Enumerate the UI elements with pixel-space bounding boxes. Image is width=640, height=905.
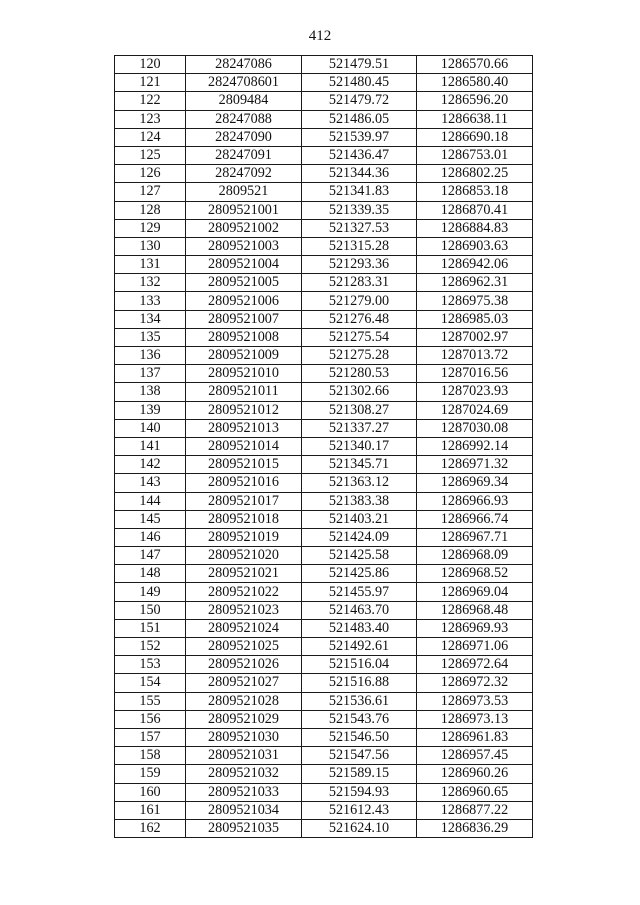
- point-number-cell: 124: [115, 128, 186, 146]
- point-id-cell: 2809521011: [186, 383, 302, 401]
- y-coordinate-cell: 1286972.64: [417, 656, 533, 674]
- table-row: [115, 437, 533, 455]
- table-row: [115, 819, 533, 837]
- x-coordinate-cell: 521293.36: [302, 256, 417, 274]
- point-number-cell: 131: [115, 256, 186, 274]
- table-row: [115, 310, 533, 328]
- table-row: [115, 292, 533, 310]
- point-id-cell: 2809521006: [186, 292, 302, 310]
- point-number-cell: 126: [115, 165, 186, 183]
- point-number-cell: 139: [115, 401, 186, 419]
- point-id-cell: 2809521002: [186, 219, 302, 237]
- x-coordinate-cell: 521308.27: [302, 401, 417, 419]
- point-id-cell: 28247090: [186, 128, 302, 146]
- y-coordinate-cell: 1286580.40: [417, 74, 533, 92]
- point-number-cell: 153: [115, 656, 186, 674]
- y-coordinate-cell: 1286836.29: [417, 819, 533, 837]
- y-coordinate-cell: 1287002.97: [417, 328, 533, 346]
- x-coordinate-cell: 521479.51: [302, 56, 417, 74]
- point-number-cell: 144: [115, 492, 186, 510]
- x-coordinate-cell: 521425.58: [302, 547, 417, 565]
- point-id-cell: 2809521014: [186, 437, 302, 455]
- point-id-cell: 2809521034: [186, 801, 302, 819]
- x-coordinate-cell: 521315.28: [302, 237, 417, 255]
- point-id-cell: 2809521029: [186, 710, 302, 728]
- point-id-cell: 2824708601: [186, 74, 302, 92]
- y-coordinate-cell: 1287016.56: [417, 365, 533, 383]
- point-id-cell: 2809521013: [186, 419, 302, 437]
- x-coordinate-cell: 521424.09: [302, 528, 417, 546]
- table-row: [115, 146, 533, 164]
- y-coordinate-cell: 1287030.08: [417, 419, 533, 437]
- y-coordinate-cell: 1286957.45: [417, 747, 533, 765]
- point-id-cell: 2809521: [186, 183, 302, 201]
- x-coordinate-cell: 521283.31: [302, 274, 417, 292]
- x-coordinate-cell: 521345.71: [302, 456, 417, 474]
- table-row: [115, 783, 533, 801]
- table-row: [115, 401, 533, 419]
- point-id-cell: 2809521032: [186, 765, 302, 783]
- point-number-cell: 149: [115, 583, 186, 601]
- x-coordinate-cell: 521589.15: [302, 765, 417, 783]
- x-coordinate-cell: 521340.17: [302, 437, 417, 455]
- x-coordinate-cell: 521479.72: [302, 92, 417, 110]
- x-coordinate-cell: 521341.83: [302, 183, 417, 201]
- x-coordinate-cell: 521536.61: [302, 692, 417, 710]
- table-row: [115, 456, 533, 474]
- point-number-cell: 151: [115, 619, 186, 637]
- x-coordinate-cell: 521547.56: [302, 747, 417, 765]
- table-row: [115, 74, 533, 92]
- point-number-cell: 137: [115, 365, 186, 383]
- y-coordinate-cell: 1286753.01: [417, 146, 533, 164]
- point-number-cell: 133: [115, 292, 186, 310]
- point-number-cell: 145: [115, 510, 186, 528]
- y-coordinate-cell: 1286973.13: [417, 710, 533, 728]
- point-number-cell: 147: [115, 547, 186, 565]
- point-id-cell: 2809521033: [186, 783, 302, 801]
- point-id-cell: 2809521012: [186, 401, 302, 419]
- y-coordinate-cell: 1286971.06: [417, 638, 533, 656]
- point-number-cell: 130: [115, 237, 186, 255]
- point-number-cell: 125: [115, 146, 186, 164]
- x-coordinate-cell: 521337.27: [302, 419, 417, 437]
- x-coordinate-cell: 521275.28: [302, 347, 417, 365]
- table-row: [115, 565, 533, 583]
- y-coordinate-cell: 1286903.63: [417, 237, 533, 255]
- x-coordinate-cell: 521403.21: [302, 510, 417, 528]
- table-row: [115, 56, 533, 74]
- y-coordinate-cell: 1286960.26: [417, 765, 533, 783]
- y-coordinate-cell: 1286969.04: [417, 583, 533, 601]
- point-id-cell: 2809521004: [186, 256, 302, 274]
- y-coordinate-cell: 1287023.93: [417, 383, 533, 401]
- point-number-cell: 155: [115, 692, 186, 710]
- x-coordinate-cell: 521425.86: [302, 565, 417, 583]
- point-number-cell: 140: [115, 419, 186, 437]
- point-id-cell: 2809521027: [186, 674, 302, 692]
- table-row: [115, 601, 533, 619]
- point-number-cell: 158: [115, 747, 186, 765]
- point-number-cell: 154: [115, 674, 186, 692]
- point-number-cell: 152: [115, 638, 186, 656]
- table-row: [115, 692, 533, 710]
- x-coordinate-cell: 521327.53: [302, 219, 417, 237]
- point-number-cell: 132: [115, 274, 186, 292]
- y-coordinate-cell: 1286690.18: [417, 128, 533, 146]
- table-row: [115, 547, 533, 565]
- x-coordinate-cell: 521275.54: [302, 328, 417, 346]
- y-coordinate-cell: 1286802.25: [417, 165, 533, 183]
- point-number-cell: 146: [115, 528, 186, 546]
- x-coordinate-cell: 521463.70: [302, 601, 417, 619]
- table-row: [115, 583, 533, 601]
- x-coordinate-cell: 521279.00: [302, 292, 417, 310]
- y-coordinate-cell: 1286985.03: [417, 310, 533, 328]
- table-row: [115, 638, 533, 656]
- point-number-cell: 142: [115, 456, 186, 474]
- x-coordinate-cell: 521480.45: [302, 74, 417, 92]
- point-id-cell: 2809521035: [186, 819, 302, 837]
- point-number-cell: 141: [115, 437, 186, 455]
- table-row: [115, 274, 533, 292]
- table-row: [115, 801, 533, 819]
- coordinates-table: [114, 55, 533, 838]
- y-coordinate-cell: 1286877.22: [417, 801, 533, 819]
- x-coordinate-cell: 521546.50: [302, 728, 417, 746]
- y-coordinate-cell: 1286969.34: [417, 474, 533, 492]
- y-coordinate-cell: 1286973.53: [417, 692, 533, 710]
- point-number-cell: 135: [115, 328, 186, 346]
- table-row: [115, 256, 533, 274]
- y-coordinate-cell: 1287013.72: [417, 347, 533, 365]
- point-id-cell: 2809521022: [186, 583, 302, 601]
- point-id-cell: 2809521024: [186, 619, 302, 637]
- point-id-cell: 2809521018: [186, 510, 302, 528]
- point-id-cell: 2809521001: [186, 201, 302, 219]
- point-id-cell: 2809521020: [186, 547, 302, 565]
- table-row: [115, 347, 533, 365]
- y-coordinate-cell: 1286870.41: [417, 201, 533, 219]
- point-id-cell: 2809521016: [186, 474, 302, 492]
- table-row: [115, 510, 533, 528]
- point-number-cell: 123: [115, 110, 186, 128]
- y-coordinate-cell: 1286969.93: [417, 619, 533, 637]
- y-coordinate-cell: 1286966.93: [417, 492, 533, 510]
- point-id-cell: 2809521028: [186, 692, 302, 710]
- point-number-cell: 121: [115, 74, 186, 92]
- table-row: [115, 328, 533, 346]
- y-coordinate-cell: 1286971.32: [417, 456, 533, 474]
- point-number-cell: 148: [115, 565, 186, 583]
- point-id-cell: 2809521007: [186, 310, 302, 328]
- table-row: [115, 528, 533, 546]
- point-number-cell: 161: [115, 801, 186, 819]
- y-coordinate-cell: 1287024.69: [417, 401, 533, 419]
- point-number-cell: 160: [115, 783, 186, 801]
- table-row: [115, 656, 533, 674]
- point-number-cell: 143: [115, 474, 186, 492]
- point-number-cell: 136: [115, 347, 186, 365]
- x-coordinate-cell: 521455.97: [302, 583, 417, 601]
- table-row: [115, 92, 533, 110]
- point-id-cell: 2809484: [186, 92, 302, 110]
- y-coordinate-cell: 1286884.83: [417, 219, 533, 237]
- y-coordinate-cell: 1286960.65: [417, 783, 533, 801]
- x-coordinate-cell: 521302.66: [302, 383, 417, 401]
- y-coordinate-cell: 1286968.52: [417, 565, 533, 583]
- table-row: [115, 492, 533, 510]
- table-row: [115, 419, 533, 437]
- table-row: [115, 619, 533, 637]
- point-number-cell: 150: [115, 601, 186, 619]
- table-row: [115, 201, 533, 219]
- point-number-cell: 129: [115, 219, 186, 237]
- point-id-cell: 2809521010: [186, 365, 302, 383]
- point-id-cell: 2809521017: [186, 492, 302, 510]
- point-id-cell: 28247086: [186, 56, 302, 74]
- point-id-cell: 2809521008: [186, 328, 302, 346]
- y-coordinate-cell: 1286596.20: [417, 92, 533, 110]
- point-id-cell: 2809521009: [186, 347, 302, 365]
- y-coordinate-cell: 1286967.71: [417, 528, 533, 546]
- point-id-cell: 2809521019: [186, 528, 302, 546]
- x-coordinate-cell: 521483.40: [302, 619, 417, 637]
- point-id-cell: 2809521005: [186, 274, 302, 292]
- x-coordinate-cell: 521276.48: [302, 310, 417, 328]
- y-coordinate-cell: 1286962.31: [417, 274, 533, 292]
- point-id-cell: 28247092: [186, 165, 302, 183]
- table-row: [115, 219, 533, 237]
- x-coordinate-cell: 521363.12: [302, 474, 417, 492]
- table-row: [115, 183, 533, 201]
- point-id-cell: 2809521003: [186, 237, 302, 255]
- table-row: [115, 237, 533, 255]
- point-number-cell: 127: [115, 183, 186, 201]
- point-id-cell: 2809521030: [186, 728, 302, 746]
- point-id-cell: 2809521025: [186, 638, 302, 656]
- point-number-cell: 120: [115, 56, 186, 74]
- point-id-cell: 2809521031: [186, 747, 302, 765]
- point-id-cell: 28247091: [186, 146, 302, 164]
- point-number-cell: 156: [115, 710, 186, 728]
- point-id-cell: 2809521026: [186, 656, 302, 674]
- x-coordinate-cell: 521339.35: [302, 201, 417, 219]
- point-id-cell: 2809521015: [186, 456, 302, 474]
- x-coordinate-cell: 521624.10: [302, 819, 417, 837]
- x-coordinate-cell: 521612.43: [302, 801, 417, 819]
- y-coordinate-cell: 1286638.11: [417, 110, 533, 128]
- y-coordinate-cell: 1286975.38: [417, 292, 533, 310]
- x-coordinate-cell: 521492.61: [302, 638, 417, 656]
- table-row: [115, 710, 533, 728]
- point-id-cell: 28247088: [186, 110, 302, 128]
- table-row: [115, 165, 533, 183]
- x-coordinate-cell: 521280.53: [302, 365, 417, 383]
- table-row: [115, 674, 533, 692]
- table-row: [115, 474, 533, 492]
- y-coordinate-cell: 1286972.32: [417, 674, 533, 692]
- point-number-cell: 134: [115, 310, 186, 328]
- point-id-cell: 2809521023: [186, 601, 302, 619]
- table-row: [115, 747, 533, 765]
- x-coordinate-cell: 521543.76: [302, 710, 417, 728]
- x-coordinate-cell: 521383.38: [302, 492, 417, 510]
- table-row: [115, 728, 533, 746]
- table-row: [115, 765, 533, 783]
- point-number-cell: 159: [115, 765, 186, 783]
- y-coordinate-cell: 1286968.09: [417, 547, 533, 565]
- table-row: [115, 383, 533, 401]
- y-coordinate-cell: 1286853.18: [417, 183, 533, 201]
- point-number-cell: 162: [115, 819, 186, 837]
- x-coordinate-cell: 521486.05: [302, 110, 417, 128]
- point-number-cell: 122: [115, 92, 186, 110]
- point-number-cell: 157: [115, 728, 186, 746]
- x-coordinate-cell: 521516.04: [302, 656, 417, 674]
- table-row: [115, 128, 533, 146]
- point-id-cell: 2809521021: [186, 565, 302, 583]
- y-coordinate-cell: 1286961.83: [417, 728, 533, 746]
- x-coordinate-cell: 521344.36: [302, 165, 417, 183]
- table-row: [115, 110, 533, 128]
- table-row: [115, 365, 533, 383]
- x-coordinate-cell: 521594.93: [302, 783, 417, 801]
- point-number-cell: 138: [115, 383, 186, 401]
- y-coordinate-cell: 1286570.66: [417, 56, 533, 74]
- coordinates-table-body: [115, 56, 533, 838]
- page-number: 412: [308, 28, 332, 44]
- y-coordinate-cell: 1286942.06: [417, 256, 533, 274]
- point-number-cell: 128: [115, 201, 186, 219]
- x-coordinate-cell: 521539.97: [302, 128, 417, 146]
- x-coordinate-cell: 521436.47: [302, 146, 417, 164]
- y-coordinate-cell: 1286968.48: [417, 601, 533, 619]
- y-coordinate-cell: 1286966.74: [417, 510, 533, 528]
- x-coordinate-cell: 521516.88: [302, 674, 417, 692]
- y-coordinate-cell: 1286992.14: [417, 437, 533, 455]
